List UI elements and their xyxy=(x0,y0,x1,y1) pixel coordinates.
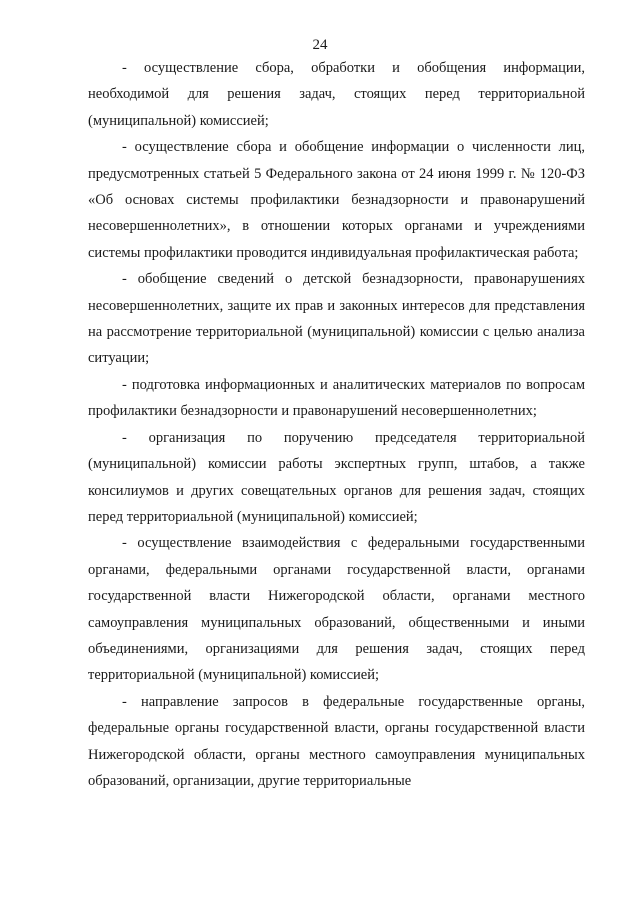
paragraph: - обобщение сведений о детской безнадзорности, правонарушениях несовершеннолетних, защите их прав и законных интересов для представления на рассмотрение территориальной (муниципальной) комиссии с целью анализа ситуации; xyxy=(88,271,585,367)
paragraph: - осуществление взаимодействия с федеральными государственными органами, федеральными органами государственной власти, органами государственной власти Нижегородской области, органами местного самоуправления муниципальных образований, общественными и иными объединениями, организациями для решения задач, стоящих перед территориальной (муниципальной) комиссией; xyxy=(88,535,585,684)
document-body xyxy=(88,55,585,794)
paragraph: - подготовка информационных и аналитических материалов по вопросам профилактики безнадзорности и правонарушений несовершеннолетних; xyxy=(88,376,585,420)
paragraph: - организация по поручению председателя территориальной (муниципальной) комиссии работы экспертных групп, штабов, а также консилиумов и других совещательных органов для решения задач, стоящих перед территориальной (муниципальной) комиссией; xyxy=(88,429,585,525)
paragraph: - осуществление сбора, обработки и обобщения информации, необходимой для решения задач, стоящих перед территориальной (муниципальной) комиссией; xyxy=(88,60,585,129)
paragraph: - осуществление сбора и обобщение информации о численности лиц, предусмотренных статьей 5 Федерального закона от 24 июня 1999 г. № 120-ФЗ «Об основах системы профилактики безнадзорности и правонарушений несовершеннолетних», в отношении которых органами и учреждениями системы профилактики проводится индивидуальная профилактическая работа; xyxy=(88,139,585,261)
paragraph: - направление запросов в федеральные государственные органы, федеральные органы государственной власти, органы государственной власти Нижегородской области, органы местного самоуправления муниципальных образований, организации, другие территориальные xyxy=(88,693,585,789)
page-number: 24 xyxy=(312,37,328,53)
